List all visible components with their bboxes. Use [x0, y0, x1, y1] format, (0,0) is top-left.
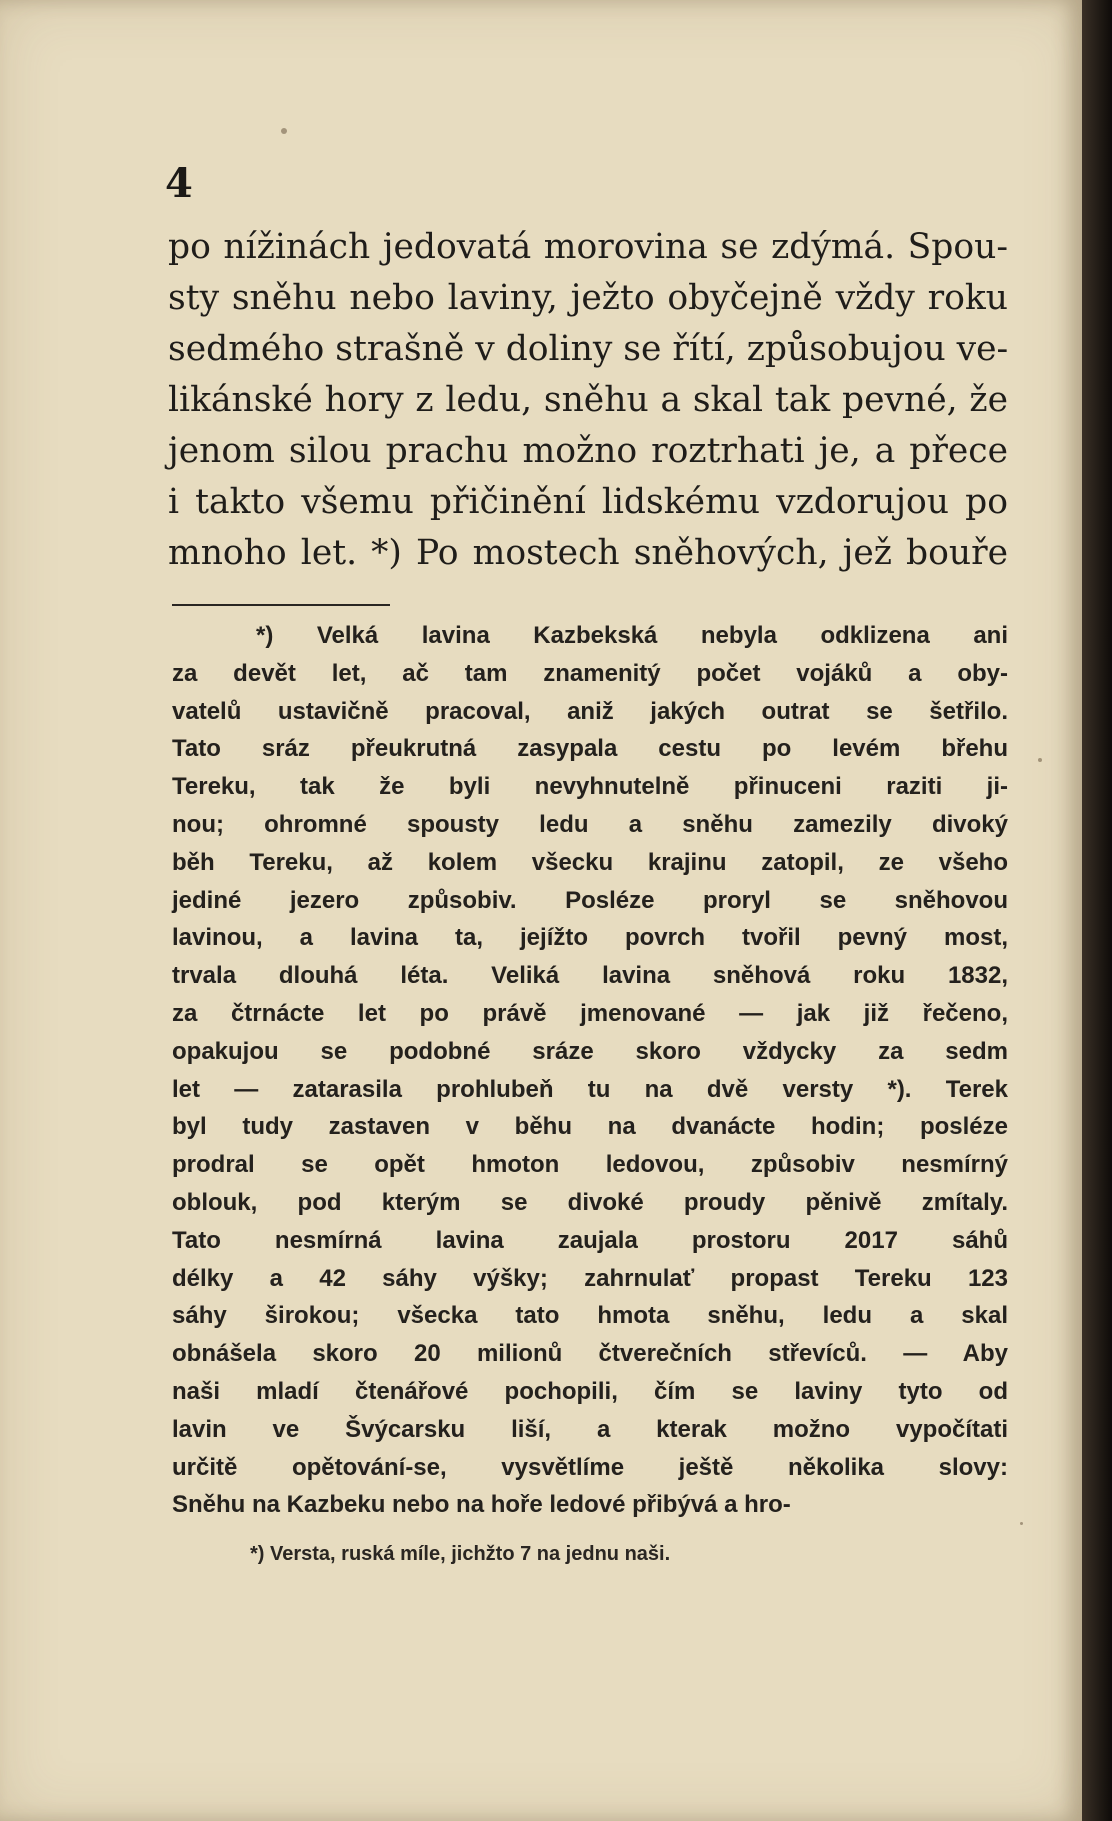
text-line: po nížinách jedovatá morovina se zdýmá. Spou-: [168, 227, 1008, 267]
footnote-line: Sněhu na Kazbeku nebo na hoře ledové přibývá a hro-: [172, 1491, 791, 1519]
paper-speck: [1020, 1522, 1023, 1525]
paper-speck: [1038, 758, 1042, 762]
secondary-footnote: *) Versta, ruská míle, jichžto 7 na jednu naši.: [250, 1543, 671, 1565]
footnote-line: jediné jezero způsobiv. Posléze proryl se sněhovou: [172, 886, 1008, 914]
text-line: sty sněhu nebo laviny, ježto obyčejně vždy roku: [168, 278, 1008, 318]
text-line: i takto všemu přičinění lidskému vzdorujou po: [168, 482, 1008, 522]
footnote-line: *) Velká lavina Kazbekská nebyla odklizena ani: [256, 622, 1008, 649]
main-text: [168, 222, 1008, 579]
footnote-line: lavin ve Švýcarsku liší, a kterak možno vypočítati: [172, 1415, 1008, 1443]
footnote-line: let — zatarasila prohlubeň tu na dvě versty *). Terek: [172, 1075, 1008, 1103]
footnote-separator: [172, 604, 390, 606]
footnote-line: prodral se opět hmoton ledovou, způsobiv nesmírný: [172, 1151, 1008, 1179]
footnote-line: délky a 42 sáhy výšky; zahrnulať propast Tereku 123: [172, 1264, 1008, 1292]
footnote-line: oblouk, pod kterým se divoké proudy pěnivě zmítaly.: [172, 1188, 1008, 1216]
footnote-line: Tato sráz přeukrutná zasypala cestu po levém břehu: [172, 735, 1008, 763]
page-number: 4: [165, 160, 193, 207]
footnote-line: naši mladí čtenářové pochopili, čím se laviny tyto od: [172, 1377, 1008, 1405]
footnote-line: Tato nesmírná lavina zaujala prostoru 2017 sáhů: [172, 1226, 1008, 1254]
footnote-line: opakujou se podobné sráze skoro vždycky za sedm: [172, 1037, 1008, 1065]
footnote-line: vatelů ustavičně pracoval, aniž jakých outrat se šetřilo.: [172, 697, 1008, 725]
paper-speck: [281, 128, 287, 134]
text-line: mnoho let. *) Po mostech sněhových, jež bouře: [168, 533, 1008, 573]
footnote-line: byl tudy zastaven v běhu na dvanácte hodin; posléze: [172, 1113, 1008, 1141]
footnote-line: za devět let, ač tam znamenitý počet vojáků a oby-: [172, 659, 1008, 687]
text-line: jenom silou prachu možno roztrhati je, a přece: [168, 431, 1008, 471]
footnote: [172, 617, 1008, 1524]
footnote-line: běh Tereku, až kolem všecku krajinu zatopil, ze všeho: [172, 848, 1008, 876]
footnote-line: sáhy širokou; všecka tato hmota sněhu, ledu a skal: [172, 1302, 1008, 1330]
footnote-line: za čtrnácte let po právě jmenované — jak již řečeno,: [172, 999, 1008, 1027]
footnote-line: trvala dlouhá léta. Veliká lavina sněhová roku 1832,: [172, 962, 1008, 990]
text-line: likánské hory z ledu, sněhu a skal tak pevné, že: [168, 380, 1008, 420]
text-line: sedmého strašně v doliny se řítí, způsobujou ve-: [168, 329, 1009, 369]
book-spine-edge: [1082, 0, 1112, 1821]
footnote-line: nou; ohromné spousty ledu a sněhu zamezily divoký: [172, 810, 1008, 838]
footnote-line: obnášela skoro 20 milionů čtverečních střevíců. — Aby: [172, 1340, 1008, 1368]
footnote-line: určitě opětování-se, vysvětlíme ještě několika slovy:: [172, 1453, 1008, 1481]
footnote-line: lavinou, a lavina ta, jejížto povrch tvořil pevný most,: [172, 924, 1008, 952]
footnote-line: Tereku, tak že byli nevyhnutelně přinuceni raziti ji-: [172, 773, 1008, 801]
